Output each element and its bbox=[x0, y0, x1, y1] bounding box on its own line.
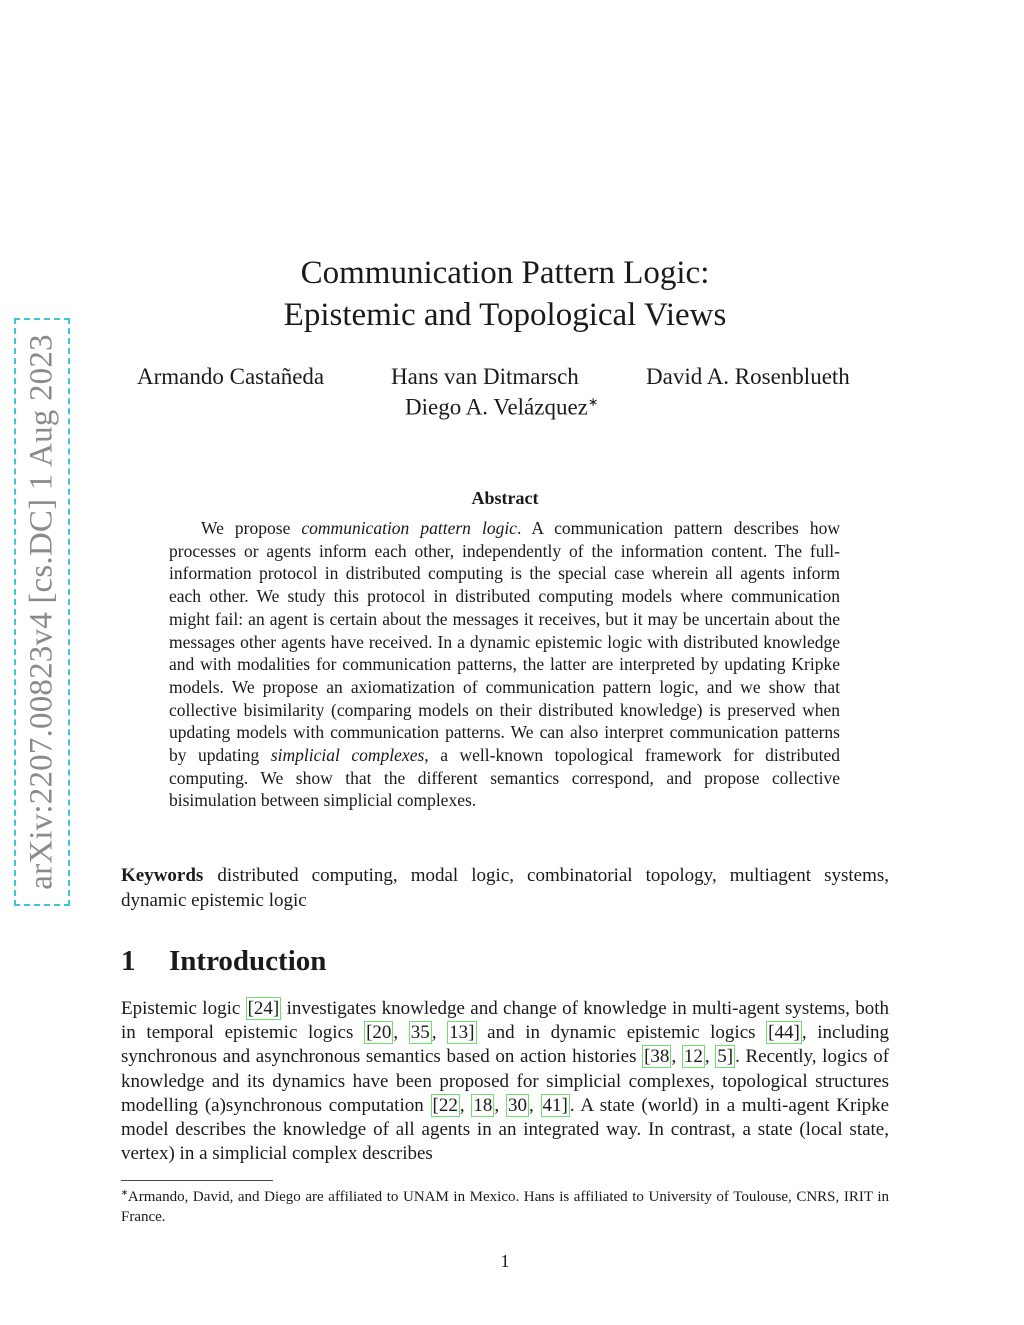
abstract-paragraph bbox=[169, 517, 840, 812]
paper-title-line2: Epistemic and Topological Views bbox=[283, 297, 727, 333]
paper-title-line1: Communication Pattern Logic: bbox=[300, 255, 710, 291]
citation-5[interactable]: 5] bbox=[717, 1046, 734, 1068]
section-heading bbox=[121, 945, 326, 978]
keywords bbox=[121, 864, 889, 913]
author-velazquez bbox=[405, 394, 598, 421]
citation-separator: , bbox=[393, 1022, 409, 1044]
arxiv-stamp-text: arXiv:2207.00823v4 [cs.DC] 1 Aug 2023 bbox=[23, 334, 60, 890]
section-number: 1 bbox=[121, 945, 136, 977]
footnote-rule bbox=[121, 1180, 273, 1181]
citation-22[interactable]: [22 bbox=[432, 1094, 458, 1116]
author-van-ditmarsch: Hans van Ditmarsch bbox=[391, 364, 579, 389]
citation-12[interactable]: 12 bbox=[683, 1046, 703, 1068]
citation-41[interactable]: 41] bbox=[542, 1094, 568, 1116]
author-rosenblueth: David A. Rosenblueth bbox=[646, 364, 850, 389]
abstract-emph-2: simplicial complexes bbox=[270, 745, 425, 766]
footnote bbox=[121, 1183, 889, 1227]
citation-18[interactable]: 18 bbox=[473, 1094, 493, 1116]
footnote-mark: ∗ bbox=[121, 1188, 128, 1197]
keywords-text: distributed computing, modal logic, combinatorial topology, multiagent systems, dynamic epistemic logic bbox=[121, 865, 889, 911]
footnote-text: Armando, David, and Diego are affiliated to UNAM in Mexico. Hans is affiliated to University of Toulouse, CNRS, IRIT in France. bbox=[121, 1189, 889, 1225]
citation-24[interactable]: [24] bbox=[247, 998, 280, 1019]
citation-separator: , bbox=[494, 1094, 506, 1116]
abstract-body bbox=[169, 517, 840, 812]
intro-text: . Recently, logics of knowledge and its dynamics have been proposed for simplicial complexes, topological structures modelling (a)synchronous computation bbox=[121, 1046, 890, 1116]
abstract-heading: Abstract bbox=[471, 488, 539, 508]
citation-35[interactable]: 35 bbox=[410, 1022, 430, 1044]
page-number: 1 bbox=[500, 1251, 510, 1271]
arxiv-stamp[interactable] bbox=[14, 318, 70, 906]
citation-separator: , bbox=[528, 1094, 541, 1116]
citation-13[interactable]: 13] bbox=[449, 1022, 475, 1044]
citation-separator: , bbox=[459, 1094, 472, 1116]
citation-separator: , bbox=[704, 1046, 716, 1068]
intro-text: Epistemic logic bbox=[121, 998, 246, 1019]
abstract-text-3: , a well-known topological framework for distributed computing. We show that the different semantics correspond, and propose collective bisimulation between simplicial complexes. bbox=[169, 745, 841, 811]
citation-38[interactable]: [38 bbox=[644, 1046, 670, 1068]
intro-paragraph bbox=[121, 997, 889, 1166]
intro-text: and in dynamic epistemic logics bbox=[476, 1022, 767, 1044]
keywords-label: Keywords bbox=[121, 865, 204, 886]
abstract-text-2: . A communication pattern describes how processes or agents inform each other, independently of the information content. The full-information protocol in distributed computing is the special case wherein all agents inform each other. We study this protocol in distributed computing models where communication might fail: an agent is certain about the messages it receives, but it may be uncertain about the messages other agents have received. In a dynamic epistemic logic with distributed knowledge and with modalities for communication patterns, the latter are interpreted by updating Kripke models. We propose an axiomatization of communication pattern logic, and we show that collective bisimilarity (comparing models on their distributed knowledge) is preserved when updating models with communication patterns. We can also interpret communication patterns by updating bbox=[169, 518, 840, 766]
citation-separator: , bbox=[431, 1022, 448, 1044]
citation-separator: , bbox=[671, 1046, 682, 1068]
intro-text: , including synchronous and asynchronous semantics based on action histories bbox=[121, 1022, 889, 1068]
citation-44[interactable]: [44] bbox=[768, 1022, 800, 1044]
section-title: Introduction bbox=[169, 945, 327, 977]
abstract-emph-1: communication pattern logic bbox=[301, 518, 517, 538]
footnote-mark-author[interactable]: ∗ bbox=[587, 395, 599, 409]
citation-20[interactable]: [20 bbox=[366, 1022, 392, 1044]
author-velazquez-name: Diego A. Velázquez bbox=[405, 394, 588, 420]
citation-30[interactable]: 30 bbox=[507, 1094, 527, 1116]
intro-text: investigates knowledge and change of knowledge in multi-agent systems, both in temporal epistemic logics bbox=[121, 998, 889, 1044]
author-castaneda: Armando Castañeda bbox=[137, 364, 325, 389]
intro-text: . A state (world) in a multi-agent Kripke model describes the knowledge of all agents in an integrated way. In contrast, a state (local state, vertex) in a simplicial complex describes bbox=[121, 1094, 890, 1165]
abstract-text-1: We propose bbox=[201, 518, 302, 538]
